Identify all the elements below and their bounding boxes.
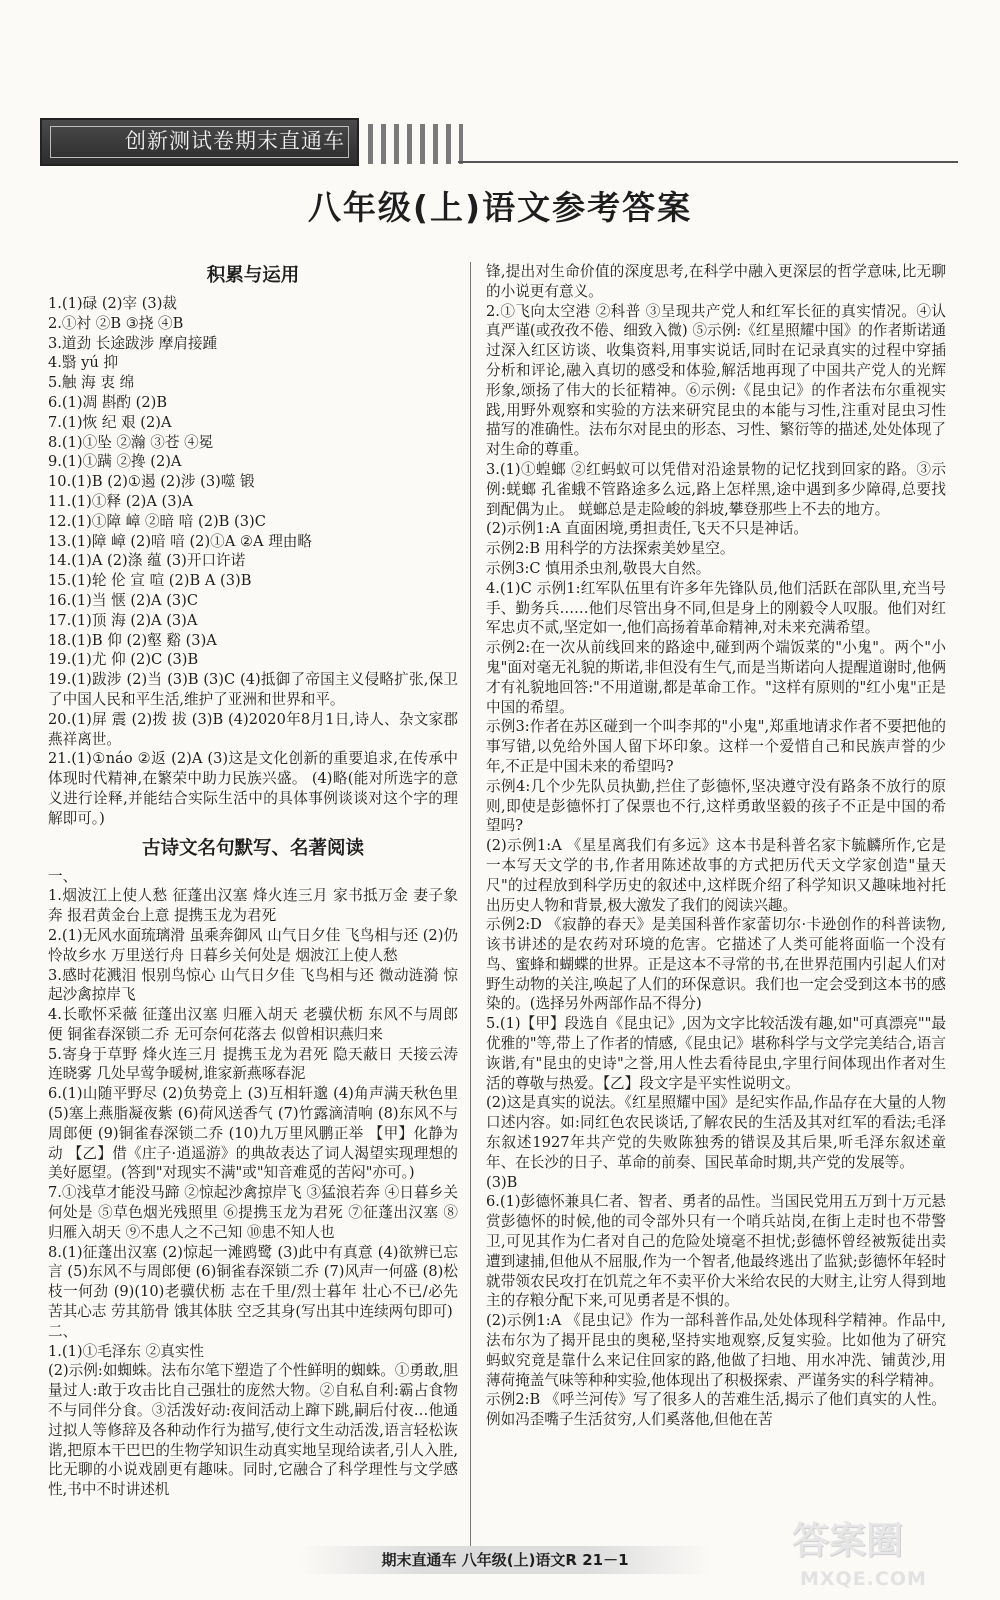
answer-line: 3.道劲 长途跋涉 摩肩接踵 xyxy=(48,334,218,352)
answer-line: 示例2:在一次从前线回来的路途中,碰到两个端饭菜的"小鬼"。两个"小鬼"面对毫无礼貌的斯诺,非但没有生气,而是当斯诺向人提醒道谢时,他俩才有礼貌地回答:"不用道谢,都是革命工作。"这样有原则的"红小鬼"正是中国的希望。 xyxy=(486,639,946,716)
answer-line: 5.触 海 衷 绵 xyxy=(48,374,135,392)
left-column xyxy=(48,262,458,1500)
answer-line: 3.(1)①蝗螂 ②红蚂蚁可以凭借对沿途景物的记忆找到回家的路。③示例:蜣螂 孔雀蛾不管路途多么远,路上怎样黑,途中遇到多少障碍,总要找到配偶为止。 蜣螂总是走险峻的斜坡,攀登那些上不去的地方。 xyxy=(486,460,946,518)
answer-line: 5.(1)【甲】段选自《昆虫记》,因为文字比较活泼有趣,如"可真漂亮""最优雅的"等,带上了作者的情感,《昆虫记》堪称科学与文学完美结合,语言诙谐,有"昆虫的史诗"之誉,用人性去看待昆虫,字里行间体现出作者对生活的尊敬与热爱。【乙】段文字是平实性说明文。 xyxy=(486,1015,946,1092)
answer-line: 锋,提出对生命价值的深度思考,在科学中融入更深层的哲学意味,比无聊的小说更有意义。 xyxy=(486,263,946,300)
answer-line: 19.(1)跋涉 (2)当 (3)B (3)C (4)抵御了帝国主义侵略扩张,保卫了中国人民和平生活,维护了亚洲和世界和平。 xyxy=(48,671,458,708)
answer-line: 5.寄身于草野 烽火连三月 提携玉龙为君死 隐天蔽日 天接云涛连晓雾 几处早莺争暖树,谁家新燕啄春泥 xyxy=(48,1045,458,1083)
answer-line: 示例3:C 慎用杀虫剂,敬畏大自然。 xyxy=(486,559,711,577)
answer-line: 示例4:几个少先队员执勤,拦住了彭德怀,坚决遵守没有路条不放行的原则,即使是彭德怀打了保票也不行,这样勇敢坚毅的孩子不正是中国的希望吗? xyxy=(486,777,946,835)
answer-line: 6.(1)凋 斟酌 (2)B xyxy=(48,393,168,411)
section-title-poetry-reading: 古诗文名句默写、名著阅读 xyxy=(141,837,364,859)
answer-line: (2)示例1:A 直面困境,勇担责任,飞天不只是神话。 xyxy=(486,520,809,538)
right-answers xyxy=(486,262,946,1430)
part-two-mark: 二、 xyxy=(48,1322,78,1340)
answer-line: 3.感时花溅泪 恨别鸟惊心 山气日夕佳 飞鸟相与还 微动涟漪 惊起沙禽掠岸飞 xyxy=(48,966,458,1004)
answer-line: 1.(1)碌 (2)宰 (3)裁 xyxy=(48,295,177,312)
right-column xyxy=(486,262,946,1430)
watermark-logo: 答案圈 xyxy=(792,1519,903,1562)
answer-line: 1.(1)①毛泽东 ②真实性 xyxy=(48,1342,204,1360)
answer-line: 13.(1)障 嶂 (2)喑 喑 (2)①A ②A 理由略 xyxy=(48,532,312,550)
answer-line: 8.(1)①坠 ②瀚 ③苍 ④冕 xyxy=(48,433,214,451)
answer-line: 20.(1)屏 震 (2)拨 拔 (3)B (4)2020年8月1日,诗人、杂文家郡燕祥离世。 xyxy=(48,710,458,748)
series-banner xyxy=(40,118,359,166)
answer-line: 示例2:B 《呼兰河传》写了很多人的苦难生活,揭示了他们真实的人性。例如冯歪嘴子生活贫穷,人们奚落他,但他在苦 xyxy=(486,1391,946,1429)
poetry-answers xyxy=(48,886,458,1322)
page-footer: 期末直通车 八年级(上)语文R 21－1 xyxy=(300,1546,710,1574)
answer-line: 10.(1)B (2)①遏 (2)涉 (3)噬 锻 xyxy=(48,473,255,491)
watermark-url: MXQE.COM xyxy=(800,1568,927,1590)
answer-line: 4.长歌怀采薇 征蓬出汉塞 归雁入胡天 老骥伏枥 东风不与周郎便 铜雀春深锁二乔 无可奈何花落去 似曾相识燕归来 xyxy=(48,1006,458,1043)
part-one-mark: 一、 xyxy=(48,867,78,885)
answer-line: 示例3:作者在苏区碰到一个叫李邦的"小鬼",郑重地请求作者不要把他的事写错,以免给外国人留下坏印象。这样一个爱惜自己和民族声誉的少年,不正是中国未来的希望吗? xyxy=(486,718,946,775)
answer-line: 14.(1)A (2)涤 蕴 (3)开口许诺 xyxy=(48,552,246,570)
answer-line: 7.(1)恢 纪 艰 (2)A xyxy=(48,413,172,431)
answer-line: 12.(1)①障 嶂 ②暗 喑 (2)B (3)C xyxy=(48,512,266,530)
answer-line: 18.(1)B 仰 (2)壑 谿 (3)A xyxy=(48,631,217,649)
answer-line: 6.(1)彭德怀兼具仁者、智者、勇者的品性。当国民党用五万到十万元悬赏彭德怀的时候,他的司令部外只有一个哨兵站岗,在街上走时也不带警卫,可见其作为仁者对自己的危险处境毫不担忧;彭德怀曾经被叛徒出卖遭到逮捕,但他从不屈服,作为一个智者,他最终逃出了监狱;彭德怀年轻时就带领农民攻打在饥荒之年不卖平价大米给农民的大财主,让穷人得到地主的存粮分配下来,可见勇者是不惧的。 xyxy=(486,1193,946,1310)
reading-answers xyxy=(48,1342,458,1500)
answer-line: 19.(1)尤 仰 (2)C (3)B xyxy=(48,651,199,669)
answer-line: 示例2:B 用科学的方法探索美妙星空。 xyxy=(486,540,735,558)
section-title-accumulation: 积累与运用 xyxy=(206,265,300,286)
answer-line: 2.①飞向太空港 ②科普 ③呈现共产党人和红军长征的真实情况。④认真严谨(或孜孜不倦、细致入微) ⑤示例:《红星照耀中国》的作者斯诺通过深入红区访谈、收集资料,用事实说话,同时在记录真实的过程中穿插分析和评论,融入真切的感受和体验,解活地再现了中国共产党人的光辉形象,颂扬了伟大的长征精神。⑥示例:《昆虫记》的作者法布尔重视实践,用野外观察和实验的方法来研究昆虫的本能与习性,注重对昆虫习性描写的准确性。法布尔对昆虫的形态、习性、繁衍等的描述,处处体现了对生命的尊重。 xyxy=(486,302,946,459)
banner-stripes xyxy=(368,124,463,164)
answer-line: 21.(1)①náo ②返 (2)A (3)这是文化创新的重要追求,在传承中体现时代精神,在繁荣中助力民族兴盛。 (4)略(能对所选字的意义进行诠释,并能结合实际生活中的具体事例谈谈对这个字的理解即可。) xyxy=(48,750,458,827)
accumulation-answers xyxy=(48,294,458,829)
answer-line: 2.(1)无风水面琉璃滑 虽乘奔御风 山气日夕佳 飞鸟相与还 (2)仍怜故乡水 万里送行舟 日暮乡关何处是 烟波江上使人愁 xyxy=(48,926,458,964)
answer-line: (2)示例:如蜘蛛。法布尔笔下塑造了个性鲜明的蜘蛛。①勇敢,胆量过人:敢于攻击比自己强壮的庞然大物。②自私自利:霸占食物不与同伴分食。③活泼好动:夜间活动上蹿下跳,嗣后付夜…他通过拟人等修辞及各种动作行为描写,使行文生动活泼,语言轻松诙谐,把原本干巴巴的生物学知识生动真实地呈现给读者,引人入胜,比无聊的小说戏剧更有趣味。同时,它融合了科学理性与文学感性,书中不时讲述机 xyxy=(48,1362,458,1499)
answer-line: (2)示例1:A 《星星离我们有多远》这本书是科普名家卞毓麟所作,它是一本写天文学的书,作者用陈述故事的方式把历代天文学家创造"量天尺"的过程放到科学历史的叙述中,这样既介绍了科学知识又趣味地衬托出历史人物和背景,极大激发了我们的阅读兴趣。 xyxy=(486,837,946,914)
column-divider xyxy=(470,262,471,1552)
answer-line: 4.翳 yú 抑 xyxy=(48,354,119,372)
answer-line: 4.(1)C 示例1:红军队伍里有许多年先锋队员,他们活跃在部队里,充当号手、勤务兵……他们尽管出身不同,但是身上的刚毅令人叹服。他们对红军忠贞不贰,坚定如一,他们高扬着革命精神,对未来充满希望。 xyxy=(486,579,946,637)
answer-line: (2)这是真实的说法。《红星照耀中国》是纪实作品,作品存在大量的人物口述内容。如:同红色农民谈话,了解农民的生活及其对红军的看法;毛泽东叙述1927年共产党的失败陈独秀的错误及其后果,听毛泽东叙述童年、在长沙的日子、革命的前奏、国民革命时期,共产党的发展等。 xyxy=(486,1094,946,1171)
answer-line: 17.(1)顶 海 (2)A (3)A xyxy=(48,611,198,629)
answer-line: 16.(1)当 惬 (2)A (3)C xyxy=(48,591,199,609)
answer-line: 1.烟波江上使人愁 征蓬出汉塞 烽火连三月 家书抵万金 妻子象奔 报君黄金台上意 提携玉龙为君死 xyxy=(48,887,458,925)
answer-line: 11.(1)①释 (2)A (3)A xyxy=(48,492,193,510)
answer-line: 示例2:D 《寂静的春天》是美国科普作家蕾切尔·卡逊创作的科普读物,该书讲述的是农药对环境的危害。它描述了人类可能将面临一个没有鸟、蜜蜂和蝴蝶的世界。正是这本不寻常的书,在世界范围内引起人们对野生动物的关注,唤起了人们的环保意识。我们也一定会受到这本书的感染的。(选择另外两部作品不得分) xyxy=(486,916,946,1013)
answer-line: (2)示例1:A 《昆虫记》作为一部科普作品,处处体现科学精神。作品中,法布尔为了揭开昆虫的奥秘,坚持实地观察,反复实验。比如他为了研究蚂蚁究竟是靠什么来记住回家的路,他做了扫地、用水冲洗、铺黄沙,用薄荷掩盖气味等种种实验,他体现出了积极探索、严谨务实的科学精神。 xyxy=(486,1312,946,1389)
page-title: 八年级(上)语文参考答案 xyxy=(307,188,693,227)
answer-line: 8.(1)征蓬出汉塞 (2)惊起一滩鸥鹭 (3)此中有真意 (4)欲辨已忘言 (5)东风不与周郎便 (6)铜雀春深锁二乔 (7)风声一何盛 (8)松枝一何劲 (9)(10)老骥伏枥 志在千里/烈士暮年 壮心不已/必先苦其心志 劳其筋骨 饿其体肤 空乏其身(写出其中连续两句即可) xyxy=(48,1243,458,1321)
banner-text: 创新测试卷期末直通车 xyxy=(50,126,349,158)
answer-line: 15.(1)轮 伦 宣 喧 (2)B A (3)B xyxy=(48,572,252,590)
answer-line: 9.(1)①蹒 ②搀 (2)A xyxy=(48,453,182,471)
answer-line: 2.①衬 ②B ③挠 ④B xyxy=(48,314,184,332)
answer-line: 7.①浅草才能没马蹄 ②惊起沙禽掠岸飞 ③猛浪若奔 ④日暮乡关何处是 ⑤草色烟光残照里 ⑥提携玉龙为君死 ⑦征蓬出汉塞 ⑧归雁入胡天 ⑨不患人之不己知 ⑩患不知人也 xyxy=(48,1184,458,1241)
answer-line: 6.(1)山随平野尽 (2)负势竞上 (3)互相轩邈 (4)角声满天秋色里 (5)塞上燕脂凝夜紫 (6)荷风送香气 (7)竹露滴清响 (8)东风不与周郎便 (9)铜雀春深锁二乔 (10)九万里风鹏正举 【甲】化静为动 【乙】借《庄子·逍遥游》的典故表达了词人渴望实现理想的美好愿望。(答到"对现实不满"或"知音难觅的苦闷"亦可。) xyxy=(48,1085,458,1182)
answer-line: (3)B xyxy=(486,1173,518,1191)
header-rule xyxy=(458,161,958,163)
